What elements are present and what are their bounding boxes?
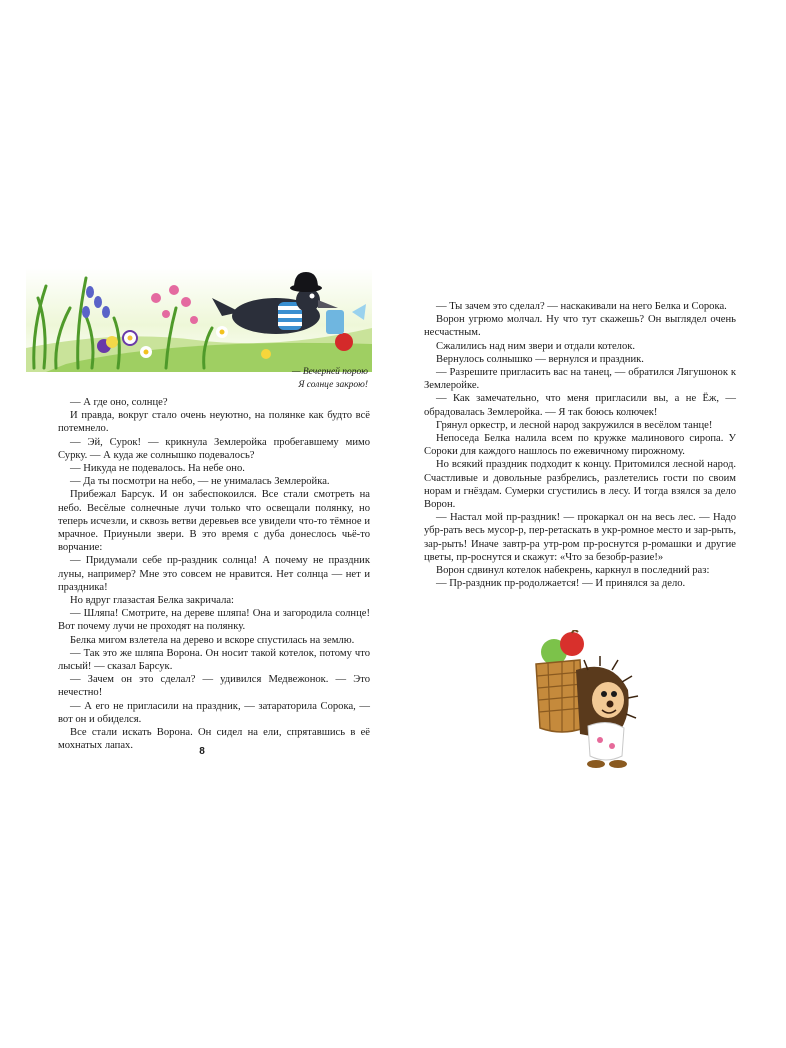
paragraph: — А его не пригласили на праздник, — затараторила Сорока, — вот он и обиделся. xyxy=(58,700,370,725)
paragraph: Ворон угрюмо молчал. Ну что тут скажешь? Он выглядел очень несчастным. xyxy=(424,314,736,339)
paragraph: — Да ты посмотри на небо, — не унималась Землеройка. xyxy=(70,476,330,488)
hedgehog-with-basket-illustration xyxy=(528,630,640,772)
paragraph: Но вдруг глазастая Белка закричала: xyxy=(70,595,235,607)
epigraph xyxy=(210,366,368,392)
paragraph: И правда, вокруг стало очень неуютно, на полянке как будто всё потемнело. xyxy=(58,410,370,435)
paragraph: Но всякий праздник подходит к концу. Притомился лесной народ. Счастливые и довольные разбрелись, разлетелись гости по своим норам и гнёздам. Сумерки сгустились в лесу. И тогда взялся за дело Ворон. xyxy=(424,459,736,511)
paragraph: — Шляпа! Смотрите, на дереве шляпа! Она и загородила солнце! Вот почему лучи не проходят на полянку. xyxy=(58,608,370,633)
paragraph: — А где оно, солнце? xyxy=(70,397,168,408)
paragraph: Непоседа Белка налила всем по кружке малинового сиропа. У Сороки для каждого нашлось по ежевичному пирожному. xyxy=(424,433,736,458)
paragraph: Сжалились над ним звери и отдали котелок. xyxy=(436,340,636,352)
paragraph: — Придумали себе пр-раздник солнца! А почему не праздник луны, например? Мне это совсем не нравится. Нет солнца — нет и праздника! xyxy=(58,555,370,593)
paragraph: — Как замечательно, что меня пригласили вы, а не Ёж, — обрадовалась Землеройка. — Я так боюсь колючек! xyxy=(424,393,736,418)
left-page-text xyxy=(58,396,370,752)
meadow-crow-illustration xyxy=(26,268,372,372)
epigraph-line-2: Я солнце закрою! xyxy=(298,380,368,390)
paragraph: — Разрешите пригласить вас на танец, — обратился Лягушонок к Землеройке. xyxy=(424,367,736,392)
paragraph: — Зачем он это сделал? — удивился Медвежонок. — Это нечестно! xyxy=(58,674,370,699)
paragraph: Ворон сдвинул котелок набекрень, каркнул в последний раз: xyxy=(436,565,710,577)
paragraph: — Никуда не подевалось. На небе оно. xyxy=(70,463,245,475)
paragraph: — Настал мой пр-раздник! — прокаркал он на весь лес. — Надо убр-рать весь мусор-р, пер-ретаскать в укр-ромное место и зар-рыть, зар-рыть! Иначе завтр-ра утр-ром пр-роснутся р-ромашки и другие цветы, пр-роснутся и скажут: «Что за безобр-разие!» xyxy=(424,512,736,563)
paragraph: Белка мигом взлетела на дерево и вскоре спустилась на землю. xyxy=(70,634,355,646)
epigraph-line-1: — Вечерней порою xyxy=(292,367,368,377)
paragraph: Прибежал Барсук. И он забеспокоился. Все стали смотреть на небо. Весёлые солнечные лучи только что освещали полянку, но теперь исчезли, и сквозь ветви деревьев все увидели что-то тёмное и мрачное. Приуныли звери. В это время с дуба донеслось чьё-то ворчание: xyxy=(58,489,370,554)
paragraph: — Так это же шляпа Ворона. Он носит такой котелок, потому что лысый! — сказал Барсук. xyxy=(58,647,370,673)
paragraph: — Пр-раздник пр-родолжается! — И принялся за дело. xyxy=(436,578,686,590)
paragraph: — Ты зачем это сделал? — наскакивали на него Белка и Сорока. xyxy=(436,301,727,312)
paragraph: Грянул оркестр, и лесной народ закружился в весёлом танце! xyxy=(436,419,713,431)
paragraph: Все стали искать Ворона. Он сидел на ели, спрятавшись в её мохнатых лапах. xyxy=(58,727,370,752)
page-number: 8 xyxy=(199,746,205,757)
paragraph: — Эй, Сурок! — крикнула Землеройка пробегавшему мимо Сурку. — А куда же солнышко подевалось? xyxy=(58,436,370,461)
right-page-text xyxy=(424,300,736,590)
paragraph: Вернулось солнышко — вернулся и праздник. xyxy=(436,353,644,365)
